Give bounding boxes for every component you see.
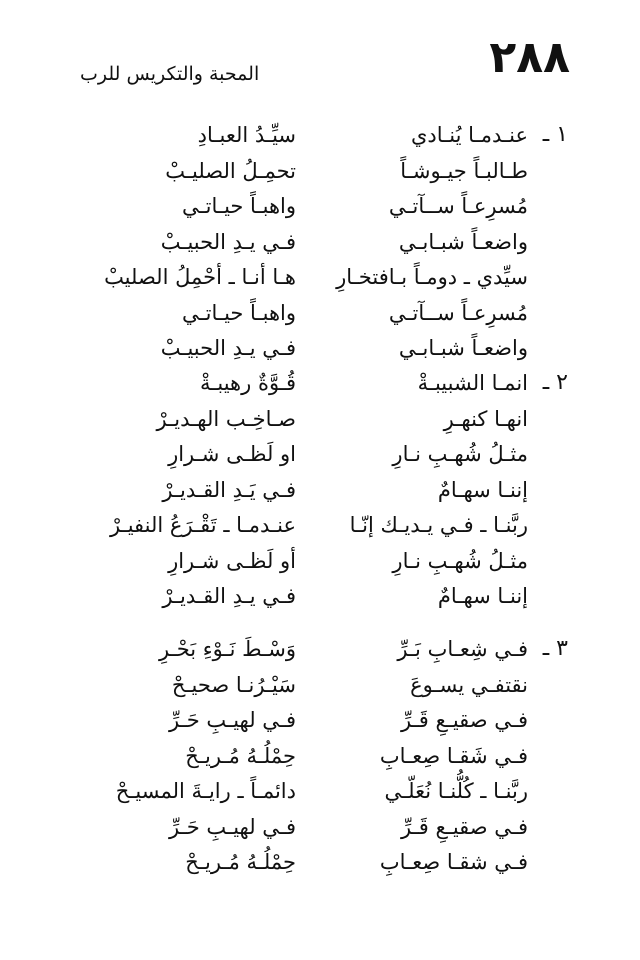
verse-first-hemistich: ربَّنـا ـ فـي يـديـك إنّـا bbox=[349, 513, 528, 537]
verse-first-hemistich: فـي شِعـابِ بَـرِّ bbox=[397, 637, 528, 661]
verse-line bbox=[0, 508, 640, 542]
stanza-2 bbox=[0, 366, 640, 615]
verse-second-hemistich: حِمْلُـهُ مُـريـحْ bbox=[185, 743, 296, 768]
stanza-3 bbox=[0, 632, 640, 881]
verse-line bbox=[0, 668, 640, 702]
verse-line bbox=[0, 845, 640, 879]
verse-second-hemistich: دائمـاً ـ رايـةَ المسيـحْ bbox=[115, 779, 296, 803]
verse-second-hemistich: أو لَظـى شـرارِ bbox=[168, 548, 296, 573]
verse-second-hemistich: هـا أنـا ـ أحْمِلُ الصليبْ bbox=[104, 265, 296, 289]
verse-line bbox=[0, 774, 640, 808]
verse-second-hemistich: فـي يـدِ الحبيـبْ bbox=[160, 229, 296, 254]
verse-line bbox=[0, 579, 640, 613]
verse-second-hemistich: سَيْـرُنـا صحيـحْ bbox=[171, 672, 296, 697]
verse-second-hemistich: فـي لهيـبِ حَـرِّ bbox=[169, 814, 296, 839]
verse-line bbox=[0, 703, 640, 737]
verse-line bbox=[0, 437, 640, 471]
verse-first-hemistich: واضعـاً شبـابـي bbox=[398, 336, 528, 360]
verse-line bbox=[0, 225, 640, 259]
verse-first-hemistich: انهـا كنهـرِ bbox=[443, 406, 528, 431]
verse-first-hemistich: نقتفـي يسـوعَ bbox=[410, 672, 528, 697]
verse-line bbox=[0, 473, 640, 507]
book-title: المحبة والتكريس للرب bbox=[80, 63, 260, 85]
verse-first-hemistich: مثـلُ شُهـبِ نـارِ bbox=[392, 548, 528, 573]
stanza-number: ٢ ـ bbox=[542, 370, 568, 395]
verse-first-hemistich: فـي شَقـا صِعـابِ bbox=[379, 743, 528, 768]
verse-second-hemistich: فـي لهيـبِ حَـرِّ bbox=[169, 708, 296, 732]
verse-line bbox=[0, 739, 640, 773]
page-header bbox=[0, 0, 640, 100]
verse-second-hemistich: فـي يَـدِ القـديـرْ bbox=[162, 477, 296, 502]
verse-second-hemistich: واهبـاً حيـاتـي bbox=[182, 194, 296, 218]
verse-second-hemistich: فـي يـدِ القـديـرْ bbox=[162, 584, 296, 608]
verse-second-hemistich: قُـوَّةٌ رهيبـةْ bbox=[199, 371, 296, 395]
verse-line bbox=[0, 260, 640, 294]
verse-first-hemistich: ربَّنـا ـ كُلُّنـا نُعَلّـي bbox=[384, 779, 528, 803]
verse-first-hemistich: فـي صقيـعِ قَـرِّ bbox=[401, 814, 528, 839]
verse-line bbox=[0, 402, 640, 436]
verse-first-hemistich: مُسرِعـاً ســآتـي bbox=[388, 194, 528, 218]
verse-line bbox=[0, 544, 640, 578]
verse-second-hemistich: او لَظـى شـرارِ bbox=[168, 442, 296, 466]
verse-second-hemistich: فـي يـدِ الحبيـبْ bbox=[160, 336, 296, 360]
verse-second-hemistich: واهبـاً حيـاتـي bbox=[182, 300, 296, 325]
verse-line bbox=[0, 296, 640, 330]
verse-first-hemistich: إننـا سهـامٌ bbox=[437, 477, 528, 502]
stanza-number: ١ ـ bbox=[542, 122, 568, 147]
verse-first-hemistich: انمـا الشبيبـةْ bbox=[417, 371, 528, 395]
verse-line bbox=[0, 331, 640, 365]
verse-second-hemistich: تحمِـلُ الصليـبْ bbox=[165, 158, 296, 183]
verse-line bbox=[0, 366, 640, 400]
verse-line bbox=[0, 632, 640, 666]
verse-second-hemistich: وَسْـطَ نَـوْءِ بَحْـرِ bbox=[158, 637, 296, 661]
verse-first-hemistich: فـي صقيـعِ قَـرِّ bbox=[401, 708, 528, 732]
verse-line bbox=[0, 810, 640, 844]
verse-first-hemistich: مُسرِعـاً ســآتـي bbox=[388, 300, 528, 325]
verse-first-hemistich: عنـدمـا يُنـادي bbox=[410, 123, 528, 147]
verse-first-hemistich: طـالبـاً جيـوشـاً bbox=[400, 158, 528, 183]
verse-second-hemistich: صـاخِـب الهـديـرْ bbox=[156, 406, 296, 431]
verse-first-hemistich: فـي شقـا صِعـابِ bbox=[379, 850, 528, 874]
verse-second-hemistich: حِمْلُـهُ مُـريـحْ bbox=[185, 850, 296, 874]
verse-line bbox=[0, 154, 640, 188]
verse-first-hemistich: واضعـاً شبـابـي bbox=[398, 229, 528, 254]
verse-first-hemistich: سيِّدي ـ دومـاً بـافتخـارِ bbox=[336, 265, 528, 289]
verse-second-hemistich: سيِّـدُ العبـادِ bbox=[197, 123, 296, 147]
verse-first-hemistich: مثـلُ شُهـبِ نـارِ bbox=[392, 442, 528, 466]
verse-line bbox=[0, 118, 640, 152]
stanza-1 bbox=[0, 118, 640, 367]
verse-second-hemistich: عنـدمـا ـ تَقْـرَعُ النفيـرْ bbox=[109, 513, 296, 537]
verse-line bbox=[0, 189, 640, 223]
page-number: ٢٨٨ bbox=[489, 32, 570, 83]
stanza-number: ٣ ـ bbox=[542, 636, 568, 661]
verse-first-hemistich: إننـا سهـامٌ bbox=[437, 584, 528, 608]
